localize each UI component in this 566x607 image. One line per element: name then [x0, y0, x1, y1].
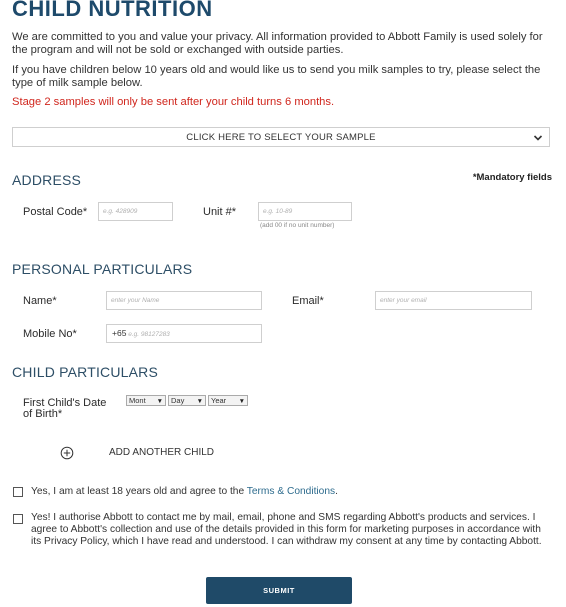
dob-month-select[interactable]	[126, 395, 166, 406]
unit-input[interactable]: e.g. 10-89	[258, 202, 352, 221]
unit-hint: (add 00 if no unit number)	[260, 222, 335, 229]
submit-button[interactable]: SUBMIT	[206, 577, 352, 604]
personal-heading: PERSONAL PARTICULARS	[12, 261, 193, 277]
dob-label-line2: of Birth*	[23, 408, 63, 420]
privacy-intro: We are committed to you and value your privacy. All information provided to Abbott Family is used solely for the program and will not be sold or exchanged with outside parties.	[12, 31, 543, 56]
age-consent-checkbox[interactable]	[13, 487, 23, 497]
marketing-consent-checkbox[interactable]	[13, 514, 23, 524]
dob-year-select[interactable]	[208, 395, 248, 406]
age-consent-text	[31, 486, 551, 498]
chevron-down-icon	[533, 133, 543, 143]
mobile-label: Mobile No*	[23, 328, 77, 340]
dropdown-arrow-icon: ▼	[238, 398, 245, 405]
plus-circle-icon	[60, 446, 74, 460]
page-title: CHILD NUTRITION	[12, 0, 213, 21]
add-another-child-label: ADD ANOTHER CHILD	[109, 447, 215, 458]
postal-code-input[interactable]: e.g. 428909	[98, 202, 173, 221]
mobile-input[interactable]	[106, 324, 262, 343]
postal-code-label: Postal Code*	[23, 206, 88, 218]
email-input[interactable]: enter your email	[375, 291, 532, 310]
age-consent-label: Yes, I am at least 18 years old and agree to the	[31, 486, 247, 497]
dob-month-value: Mont	[129, 396, 146, 405]
email-label: Email*	[292, 295, 324, 307]
unit-label: Unit #*	[203, 206, 237, 218]
marketing-consent-text: Yes! I authorise Abbott to contact me by mail, email, phone and SMS regarding Abbott's products and services. I agree to Abbott's collection and use of the details provided in this form for marketing purposes in accordance with its Privacy Policy, which I have read and understood. I can withdraw my consent at any time by contacting Abbott.	[31, 512, 542, 548]
terms-link[interactable]: Terms & Conditions	[246, 486, 336, 497]
address-heading: ADDRESS	[12, 172, 82, 188]
name-input[interactable]: enter your Name	[106, 291, 262, 310]
dropdown-arrow-icon: ▼	[196, 398, 203, 405]
stage2-warning: Stage 2 samples will only be sent after your child turns 6 months.	[12, 96, 335, 108]
mobile-placeholder: e.g. 98127283	[128, 331, 170, 338]
dob-label	[23, 398, 106, 420]
age-consent-end: .	[335, 486, 338, 497]
dob-day-select[interactable]	[168, 395, 206, 406]
name-label: Name*	[23, 295, 57, 307]
mandatory-note: *Mandatory fields	[472, 172, 552, 183]
dob-day-value: Day	[171, 396, 185, 405]
sample-select-label: CLICK HERE TO SELECT YOUR SAMPLE	[186, 132, 376, 143]
sample-select[interactable]	[12, 127, 550, 147]
dob-year-value: Year	[211, 396, 227, 405]
mobile-prefix: +65	[112, 328, 127, 338]
sample-intro: If you have children below 10 years old and would like us to send you milk samples to try, please select the type of milk sample below.	[12, 64, 541, 89]
child-heading: CHILD PARTICULARS	[12, 364, 159, 380]
dropdown-arrow-icon: ▼	[156, 398, 163, 405]
add-another-child-button[interactable]	[60, 445, 240, 461]
dob-label-line1: First Child's Date	[23, 397, 107, 409]
